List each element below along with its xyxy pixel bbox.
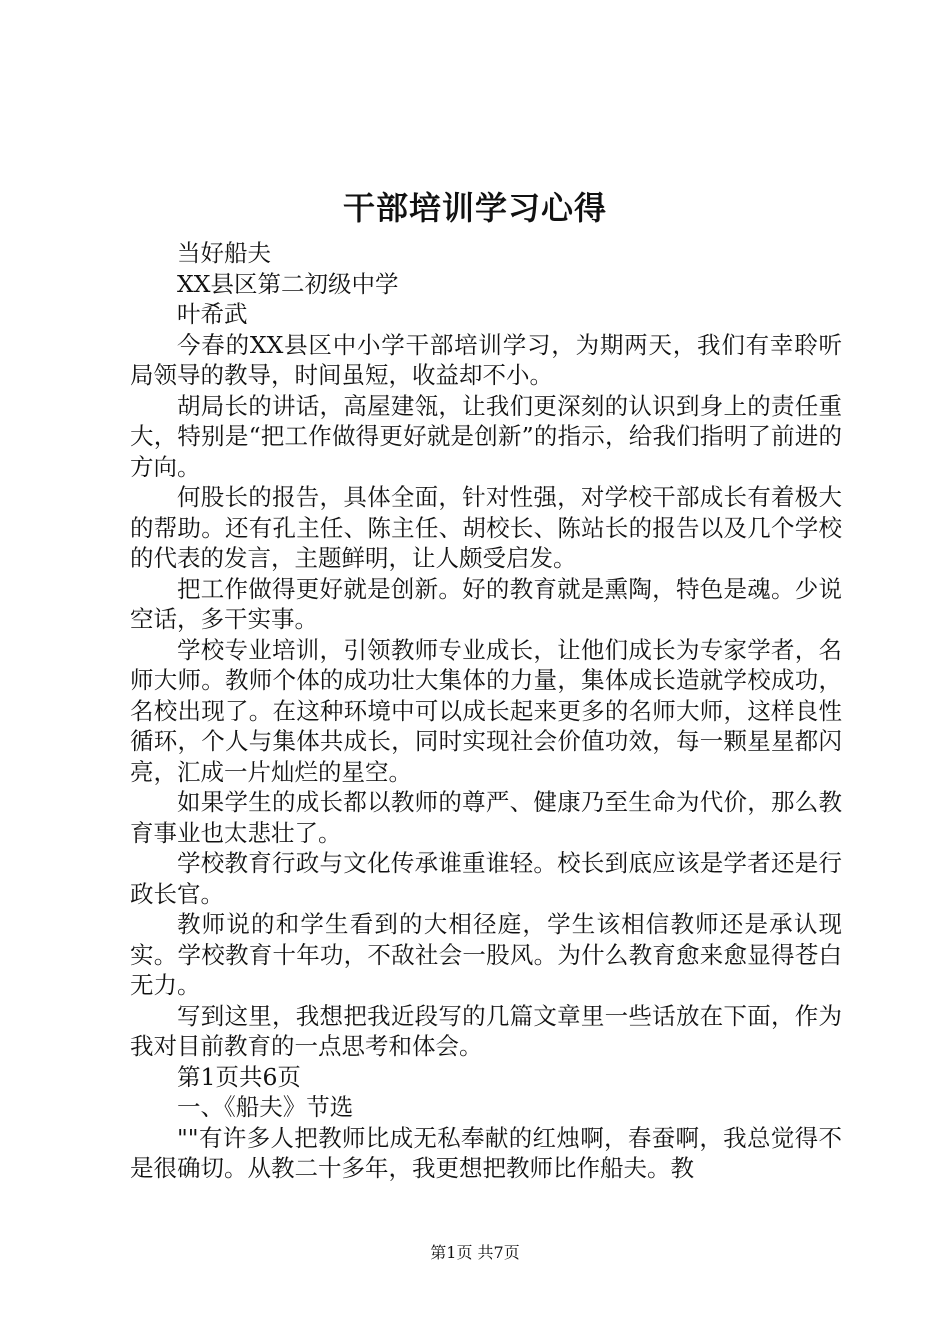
section-heading: 一、《船夫》节选 xyxy=(177,1093,354,1121)
paragraph-subtitle: 当好船夫 xyxy=(177,239,271,267)
document-body xyxy=(130,238,842,1184)
document-title: 干部培训学习心得 xyxy=(342,189,607,227)
paragraph: 把工作做得更好就是创新。好的教育就是熏陶，特色是魂。少说空话，多干实事。 xyxy=(130,574,842,633)
paragraph-school: XX县区第二初级中学 xyxy=(177,269,399,298)
paragraph: 教师说的和学生看到的大相径庭，学生该相信教师还是承认现实。学校教育十年功，不敌社会一股风。为什么教育愈来愈显得苍白无力。 xyxy=(130,910,842,999)
paragraph: ""有许多人把教师比成无私奉献的红烛啊，春蚕啊，我总觉得不是很确切。从教二十多年，我更想把教师比作船夫。教 xyxy=(130,1123,842,1182)
paragraph: 今春的XX县区中小学干部培训学习，为期两天，我们有幸聆听局领导的教导，时间虽短，收益却不小。 xyxy=(130,330,842,389)
inline-page-number: 第1页共6页 xyxy=(177,1062,301,1091)
page-footer: 第1页 共7页 xyxy=(430,1243,520,1262)
paragraph: 何股长的报告，具体全面，针对性强，对学校干部成长有着极大的帮助。还有孔主任、陈主任、胡校长、陈站长的报告以及几个学校的代表的发言，主题鲜明，让人颇受启发。 xyxy=(130,483,842,572)
paragraph: 如果学生的成长都以教师的尊严、健康乃至生命为代价，那么教育事业也太悲壮了。 xyxy=(130,788,842,847)
paragraph-author: 叶希武 xyxy=(177,300,248,328)
paragraph: 学校教育行政与文化传承谁重谁轻。校长到底应该是学者还是行政长官。 xyxy=(130,849,842,908)
paragraph: 胡局长的讲话，高屋建瓴，让我们更深刻的认识到身上的责任重大，特别是“把工作做得更好就是创新”的指示，给我们指明了前进的方向。 xyxy=(130,391,842,481)
paragraph: 学校专业培训，引领教师专业成长，让他们成长为专家学者，名师大师。教师个体的成功壮大集体的力量，集体成长造就学校成功，名校出现了。在这种环境中可以成长起来更多的名师大师，这样良性循环，个人与集体共成长，同时实现社会价值功效，每一颗星星都闪亮，汇成一片灿烂的星空。 xyxy=(130,635,842,786)
paragraph: 写到这里，我想把我近段写的几篇文章里一些话放在下面，作为我对目前教育的一点思考和体会。 xyxy=(130,1001,842,1060)
